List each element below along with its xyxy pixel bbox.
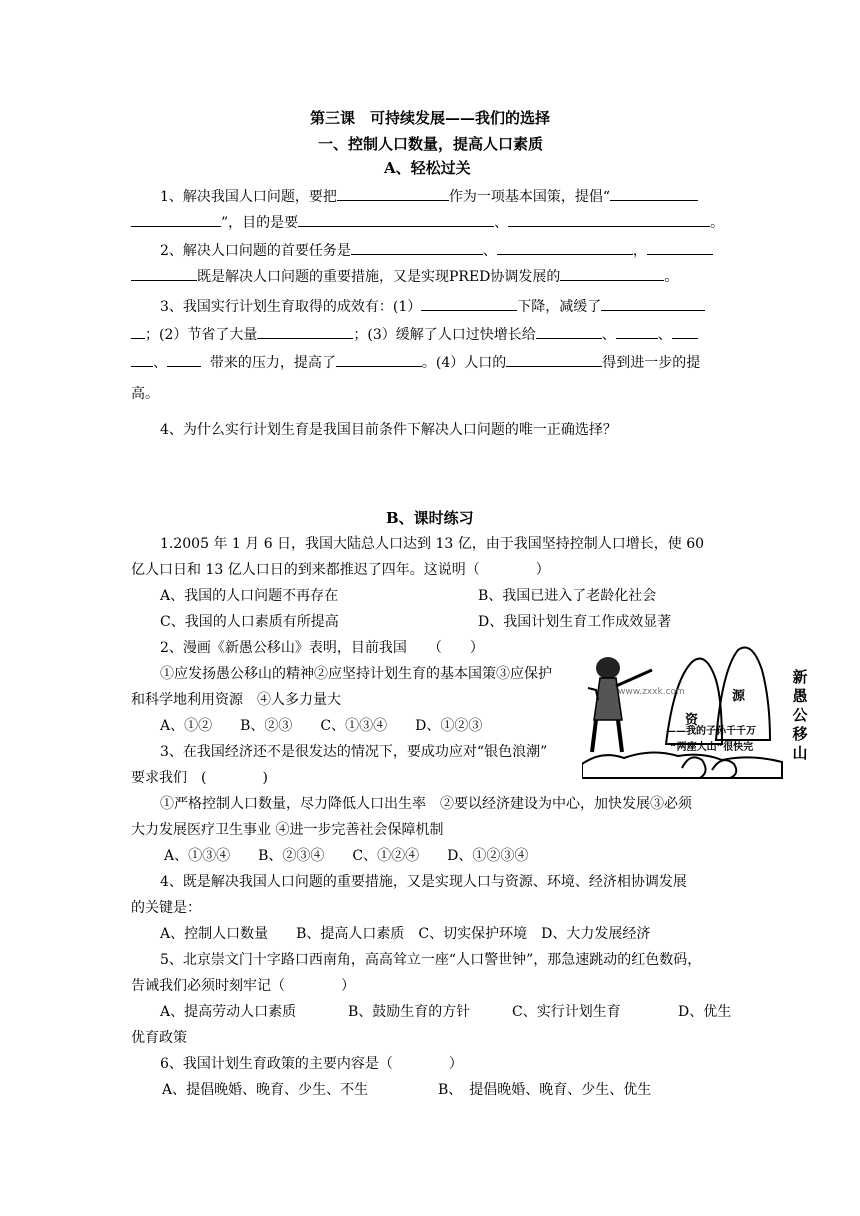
- option-b6-a[interactable]: A、提倡晚婚、晚育、少生、不生: [162, 1082, 369, 1098]
- blank[interactable]: [508, 212, 710, 227]
- question-b3-line2: 要求我们 ( ): [131, 770, 268, 786]
- options-b2[interactable]: A、①② B、②③ C、①③④ D、①②③: [160, 718, 483, 734]
- blank[interactable]: [131, 352, 153, 367]
- blank[interactable]: [421, 296, 517, 311]
- question-a1-line2: ”，目的是要 、 。: [131, 212, 724, 233]
- vertical-char: 公: [792, 706, 808, 724]
- watermark: www.zxxk.com: [618, 687, 685, 697]
- blank[interactable]: [601, 296, 705, 311]
- blank[interactable]: [672, 324, 698, 339]
- question-a3-line2: ；(2）节省了大量 ；(3）缓解了人口过快增长给 、 、: [131, 324, 698, 345]
- mountain-label-1: 资: [685, 713, 699, 728]
- vertical-char: 山: [792, 744, 808, 762]
- question-b1-line1: 1.2005 年 1 月 6 日，我国大陆总人口达到 13 亿，由于我国坚持控制人口增长，使 60: [160, 536, 705, 552]
- question-b6-line1: 6、我国计划生育政策的主要内容是（ ）: [160, 1056, 463, 1072]
- section-heading: 一、控制人口数量，提高人口素质: [318, 135, 544, 153]
- blank[interactable]: [506, 352, 602, 367]
- question-b4-line2: 的关键是：: [131, 900, 201, 916]
- vertical-char: 新: [792, 668, 808, 686]
- question-b3-line4: 大力发展医疗卫生事业 ④进一步完善社会保障机制: [131, 822, 444, 838]
- question-a2-line1: 2、解决人口问题的首要任务是 、 ，: [160, 240, 713, 261]
- blank[interactable]: [536, 324, 602, 339]
- question-b2-line3: 和科学地利用资源 ④人多力量大: [131, 692, 341, 708]
- option-b5-a[interactable]: A、提高劳动人口素质: [160, 1004, 297, 1020]
- mountain-label-2: 源: [732, 689, 746, 704]
- rocks: [682, 757, 736, 778]
- blank[interactable]: [616, 324, 658, 339]
- question-a4: 4、为什么实行计划生育是我国目前条件下解决人口问题的唯一正确选择？: [160, 422, 617, 438]
- blank[interactable]: [497, 240, 633, 255]
- question-b2-line1: 2、漫画《新愚公移山》表明，目前我国 （ ）: [160, 640, 484, 656]
- option-b5-c[interactable]: C、实行计划生育: [512, 1004, 621, 1020]
- option-b6-b[interactable]: B、 提倡晚婚、晚育、少生、优生: [438, 1082, 652, 1098]
- question-b1-line2: 亿人口日和 13 亿人口日的到来都推迟了四年。这说明（ ）: [131, 562, 550, 578]
- old-man-icon: [588, 657, 652, 752]
- option-b5-b[interactable]: B、鼓励生育的方针: [348, 1004, 471, 1020]
- question-b5-line1: 5、北京崇文门十字路口西南角，高高耸立一座“人口警世钟”，那急速跳动的红色数码，: [160, 952, 702, 968]
- caption-line2: “两座大山”很快完: [670, 742, 754, 753]
- part-b-heading: B、课时练习: [386, 509, 474, 527]
- option-b1-b[interactable]: B、我国已进入了老龄化社会: [478, 588, 657, 604]
- caption-line1: ——我的子孙千千万: [666, 726, 756, 737]
- options-b4[interactable]: A、控制人口数量 B、提高人口素质 C、切实保护环境 D、大力发展经济: [160, 926, 651, 942]
- question-a3-line3: 、 带来的压力，提高了 。(4）人口的 得到进一步的提: [131, 352, 700, 373]
- question-a2-line2: 既是解决人口问题的重要措施，又是实现PRED协调发展的 。: [131, 266, 678, 287]
- page-title: 第三课 可持续发展——我们的选择: [310, 109, 551, 127]
- blank[interactable]: [131, 266, 197, 281]
- options-b3[interactable]: A、①③④ B、②③④ C、①②④ D、①②③④: [164, 848, 529, 864]
- option-b1-a[interactable]: A、我国的人口问题不再存在: [160, 588, 339, 604]
- blank[interactable]: [647, 240, 713, 255]
- blank[interactable]: [337, 186, 449, 201]
- option-b5-d-cont: 优育政策: [131, 1030, 187, 1046]
- question-a1-line1: 1、解决我国人口问题，要把 作为一项基本国策，提倡“: [160, 186, 698, 207]
- part-a-heading: A、轻松过关: [384, 159, 471, 177]
- vertical-char: 愚: [792, 687, 808, 705]
- question-b3-line3: ①严格控制人口数量，尽力降低人口出生率 ②要以经济建设为中心，加快发展③必须: [160, 796, 692, 812]
- blank[interactable]: [131, 212, 221, 227]
- question-b3-line1: 3、在我国经济还不是很发达的情况下，要成功应对“银色浪潮”: [160, 744, 548, 760]
- blank[interactable]: [298, 212, 494, 227]
- question-a3-line1: 3、我国实行计划生育取得的成效有：(1） 下降，减缓了: [160, 296, 705, 317]
- option-b1-d[interactable]: D、我国计划生育工作成效显著: [478, 614, 672, 630]
- blank[interactable]: [610, 186, 698, 201]
- question-b2-line2: ①应发扬愚公移山的精神②应坚持计划生育的基本国策③应保护: [160, 666, 552, 682]
- question-b4-line1: 4、既是解决我国人口问题的重要措施，又是实现人口与资源、环境、经济相协调发展: [160, 874, 687, 890]
- blank[interactable]: [560, 266, 664, 281]
- vertical-char: 移: [792, 725, 808, 743]
- blank[interactable]: [351, 240, 483, 255]
- cartoon-vertical-title: [790, 668, 810, 763]
- question-a3-line4: 高。: [131, 386, 159, 402]
- blank[interactable]: [257, 324, 353, 339]
- blank[interactable]: [131, 324, 145, 339]
- blank[interactable]: [167, 352, 201, 367]
- question-b5-line2: 告诫我们必须时刻牢记（ ）: [131, 978, 355, 994]
- ground: [582, 752, 782, 778]
- option-b5-d[interactable]: D、优生: [678, 1004, 732, 1020]
- blank[interactable]: [336, 352, 422, 367]
- option-b1-c[interactable]: C、我国的人口素质有所提高: [160, 614, 339, 630]
